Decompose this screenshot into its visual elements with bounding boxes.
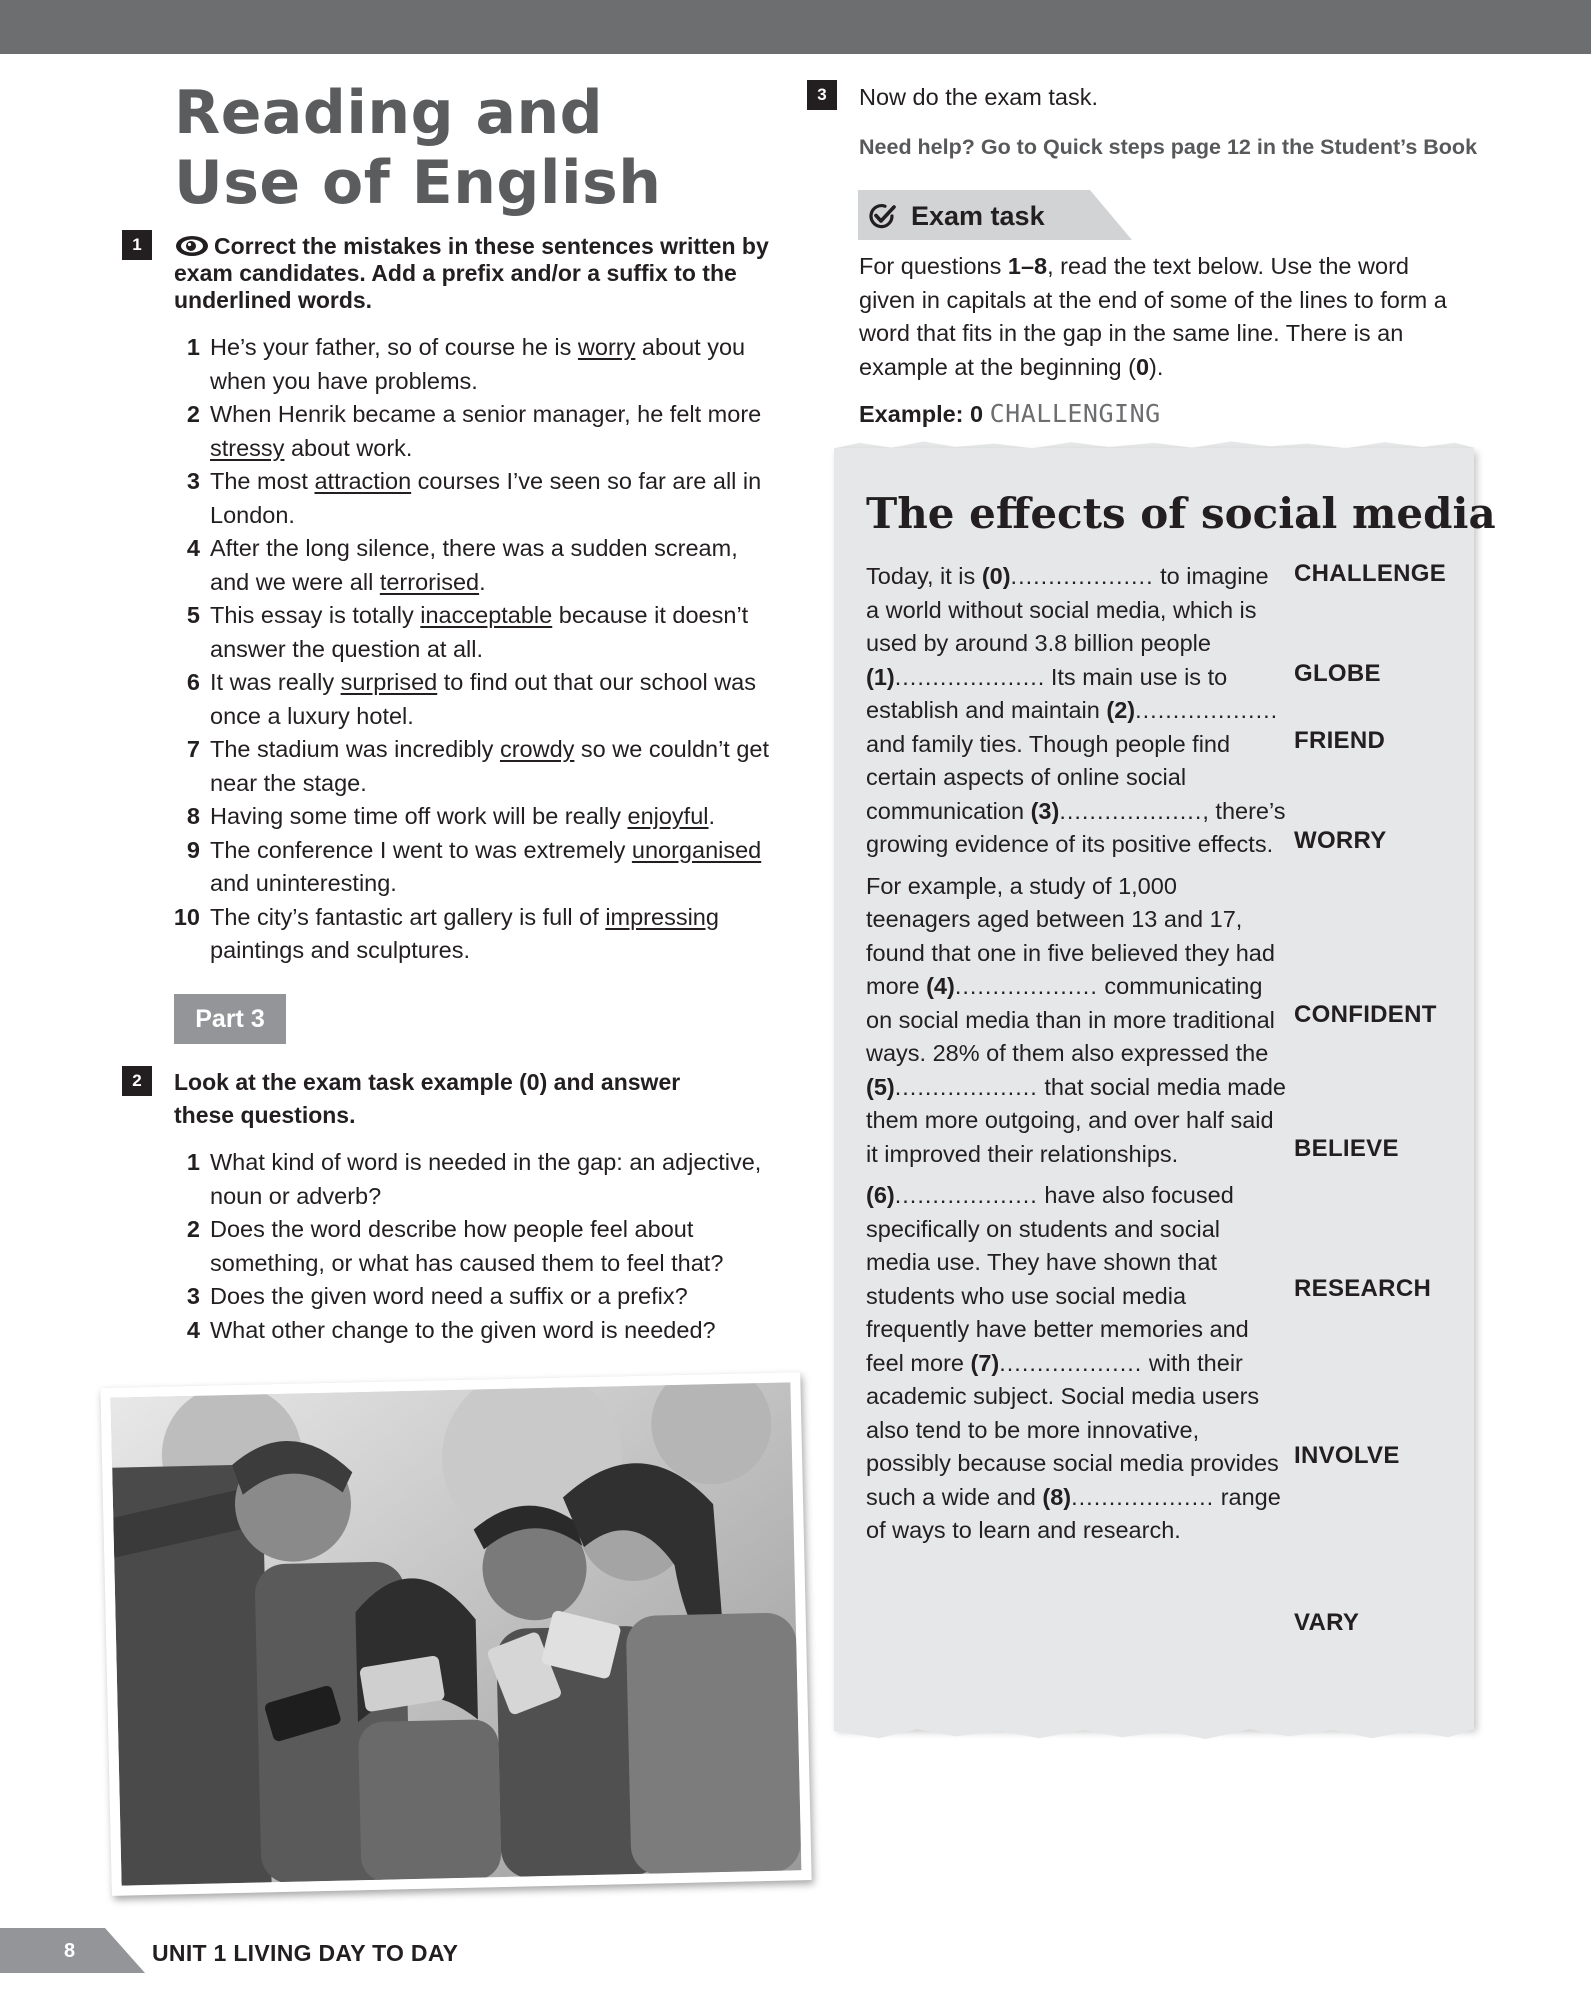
part-label: Part 3 [174, 994, 286, 1044]
item-text: This essay is totally [210, 602, 421, 628]
gap-dots: ................... [894, 663, 1038, 690]
item-text: The city’s fantastic art gallery is full of [210, 903, 606, 930]
exercise-3-number: 3 [807, 80, 837, 110]
item-text: What other change to the given word is needed? [210, 1316, 716, 1343]
exercise-1-instruction-text: Correct the mistakes in these sentences written by exam candidates. Add a prefix and/or a suffix to the underlined words. [174, 233, 769, 313]
text: with their academic subject. Social media users also tend to be more innovative, possibly because social media provides such a wide and [866, 1349, 1279, 1510]
article-paragraph-1 [866, 560, 1286, 862]
list-item [174, 331, 774, 398]
capital-word-vary: VARY [1294, 1609, 1360, 1636]
item-text: because it doesn’t answer the question at all. [210, 602, 749, 662]
text: range of ways to learn and research. [866, 1483, 1281, 1543]
item-text: so we couldn’t get near the stage. [210, 736, 770, 796]
item-text: Does the word describe how people feel about something, or what has caused them to feel that? [210, 1216, 724, 1276]
item-text: courses I’ve seen so far are all in London. [210, 468, 762, 528]
example-line [859, 399, 1161, 428]
exercise-1-list [174, 331, 774, 968]
capital-word-challenge: CHALLENGE [1294, 560, 1447, 587]
item-text: . [479, 568, 486, 595]
unit-title: UNIT 1 LIVING DAY TO DAY [152, 1940, 459, 1966]
article-paragraph-3 [866, 1179, 1286, 1548]
article-body [866, 560, 1286, 1556]
item-text: about work. [284, 434, 413, 461]
item-text: The most [210, 468, 315, 494]
gap-number: (7) [970, 1349, 1000, 1376]
article-title: The effects of social media [866, 489, 1496, 538]
text: that social media made them more outgoing, and over half said it improved their relationships. [866, 1073, 1286, 1167]
list-item [174, 465, 774, 532]
text: , there’s growing evidence of its positive effects. [866, 797, 1286, 857]
page-title-line2: Use of English [174, 148, 662, 218]
example-number: 0 [1135, 353, 1150, 380]
capital-word-friend: FRIEND [1294, 727, 1386, 754]
instruction-text: , read the text below. Use the word given in capitals at the end of some of the lines to form a word that fits in the gap in the same line. There is an example at the beginning ( [859, 253, 1447, 380]
underlined-word: impressing [605, 903, 719, 930]
example-answer: CHALLENGING [989, 399, 1161, 428]
gap-number: (2) [1106, 697, 1136, 723]
gap-number: (6) [866, 1182, 895, 1208]
example-label: Example: 0 [859, 401, 984, 427]
item-number: 5 [186, 602, 200, 628]
eye-icon [174, 234, 210, 258]
underlined-word: terrorised [379, 568, 480, 595]
list-item [174, 800, 774, 834]
item-number: 3 [186, 468, 200, 494]
capital-word-research: RESEARCH [1294, 1275, 1432, 1302]
photo-friends-with-phones [100, 1372, 811, 1896]
text: have also focused specifically on students and social media use. They have shown that students who use social media frequently have better memories and feel more [866, 1182, 1249, 1376]
exercise-3-instruction: Now do the exam task. [859, 84, 1099, 110]
item-text: and uninteresting. [210, 870, 397, 896]
item-number: 4 [186, 1316, 200, 1343]
capital-word-confident: CONFIDENT [1294, 1001, 1437, 1028]
list-item [174, 1280, 774, 1314]
instruction-text: For questions [859, 253, 1008, 279]
text: For example, a study of 1,000 teenagers aged between 13 and 17, found that one in five believed they had more [866, 872, 1275, 999]
underlined-word: unorganised [631, 836, 762, 863]
photo-illustration [111, 1382, 802, 1885]
item-number: 8 [186, 803, 200, 829]
list-item [174, 666, 774, 733]
capital-word-believe: BELIEVE [1294, 1135, 1399, 1162]
underlined-word: inacceptable [420, 602, 553, 628]
item-number: 1 [186, 1149, 200, 1175]
gap-number: (5) [866, 1073, 895, 1100]
gap-number: (0) [981, 563, 1011, 589]
item-number: 10 [173, 903, 200, 930]
item-text: What kind of word is needed in the gap: an adjective, noun or adverb? [210, 1149, 762, 1209]
gap-number: (8) [1042, 1483, 1072, 1510]
exercise-2-list [174, 1146, 774, 1347]
underlined-word: stressy [210, 434, 285, 461]
item-text: The conference I went to was extremely [210, 836, 632, 863]
item-number: 1 [186, 334, 200, 360]
gap-dots: ................... [1135, 697, 1279, 723]
help-note: Need help? Go to Quick steps page 12 in the Student’s Book [859, 135, 1478, 159]
exercise-1-number: 1 [122, 230, 152, 260]
gap-dots: ................... [1010, 563, 1154, 589]
gap-number: (1) [866, 663, 895, 690]
question-range: 1–8 [1007, 253, 1048, 279]
exam-task-instruction [859, 250, 1459, 384]
list-item [174, 901, 774, 968]
gap-number: (3) [1030, 797, 1060, 824]
gap-dots: ................... [999, 1349, 1143, 1376]
torn-edge-bottom [834, 1722, 1474, 1740]
top-bar [0, 0, 1591, 54]
gap-dots: ................... [1071, 1483, 1215, 1510]
item-number: 2 [186, 1216, 200, 1242]
gap-number: (4) [926, 973, 955, 999]
item-text: It was really [210, 669, 341, 695]
exercise-2-instruction: Look at the exam task example (0) and answer these questions. [174, 1069, 681, 1128]
list-item [174, 599, 774, 666]
page-title [174, 78, 661, 218]
item-text: The stadium was incredibly [210, 736, 500, 762]
list-item [174, 1314, 774, 1348]
capital-word-involve: INVOLVE [1294, 1442, 1400, 1469]
item-number: 4 [186, 535, 200, 561]
list-item [174, 733, 774, 800]
item-number: 9 [186, 836, 200, 863]
underlined-word: crowdy [499, 736, 575, 762]
item-number: 3 [186, 1283, 200, 1309]
item-text: He’s your father, so of course he is [210, 334, 578, 360]
list-item [174, 834, 774, 901]
text: and family ties. Though people find certain aspects of online social communication [866, 730, 1231, 824]
item-number: 7 [186, 736, 200, 762]
item-number: 2 [186, 401, 200, 427]
exam-task-label: Exam task [911, 201, 1045, 231]
page-number: 8 [64, 1940, 76, 1962]
list-item [174, 398, 774, 465]
list-item [174, 1146, 774, 1213]
list-item [174, 532, 774, 599]
item-text: about you when you have problems. [210, 334, 746, 394]
text: to imagine a world without social media, which is used by around 3.8 billion people [866, 563, 1269, 656]
exercise-2-number: 2 [122, 1066, 152, 1096]
item-text: Does the given word need a suffix or a prefix? [210, 1283, 688, 1309]
item-text: . [708, 803, 716, 829]
article-paragraph-2 [866, 870, 1286, 1172]
underlined-word: surprised [340, 669, 438, 695]
gap-dots: ................... [1059, 797, 1203, 824]
item-text: When Henrik became a senior manager, he felt more [210, 401, 762, 427]
text: communicating on social media than in more traditional ways. 28% of them also expressed the [866, 973, 1275, 1066]
capital-word-worry: WORRY [1294, 827, 1387, 854]
item-number: 6 [186, 669, 200, 695]
list-item [174, 1213, 774, 1280]
underlined-word: attraction [314, 468, 412, 494]
item-text: paintings and sculptures. [210, 937, 470, 963]
underlined-word: worry [577, 334, 636, 360]
capital-word-globe: GLOBE [1294, 660, 1381, 687]
instruction-text: ). [1149, 353, 1164, 380]
underlined-word: enjoyful [627, 803, 709, 829]
gap-dots: ................... [954, 973, 1098, 999]
text: Today, it is [866, 563, 982, 589]
checkmark-icon [866, 200, 898, 232]
gap-dots: ................... [894, 1073, 1038, 1100]
text: . Its main use is to establish and maintain [866, 663, 1228, 723]
exercise-1-instruction [174, 233, 774, 314]
item-text: Having some time off work will be really [210, 803, 628, 829]
page-title-line1: Reading and [174, 78, 604, 148]
item-text: After the long silence, there was a sudden scream, and we were all [210, 535, 738, 595]
gap-dots: ................... [894, 1182, 1038, 1208]
item-text: to find out that our school was once a luxury hotel. [210, 669, 756, 729]
